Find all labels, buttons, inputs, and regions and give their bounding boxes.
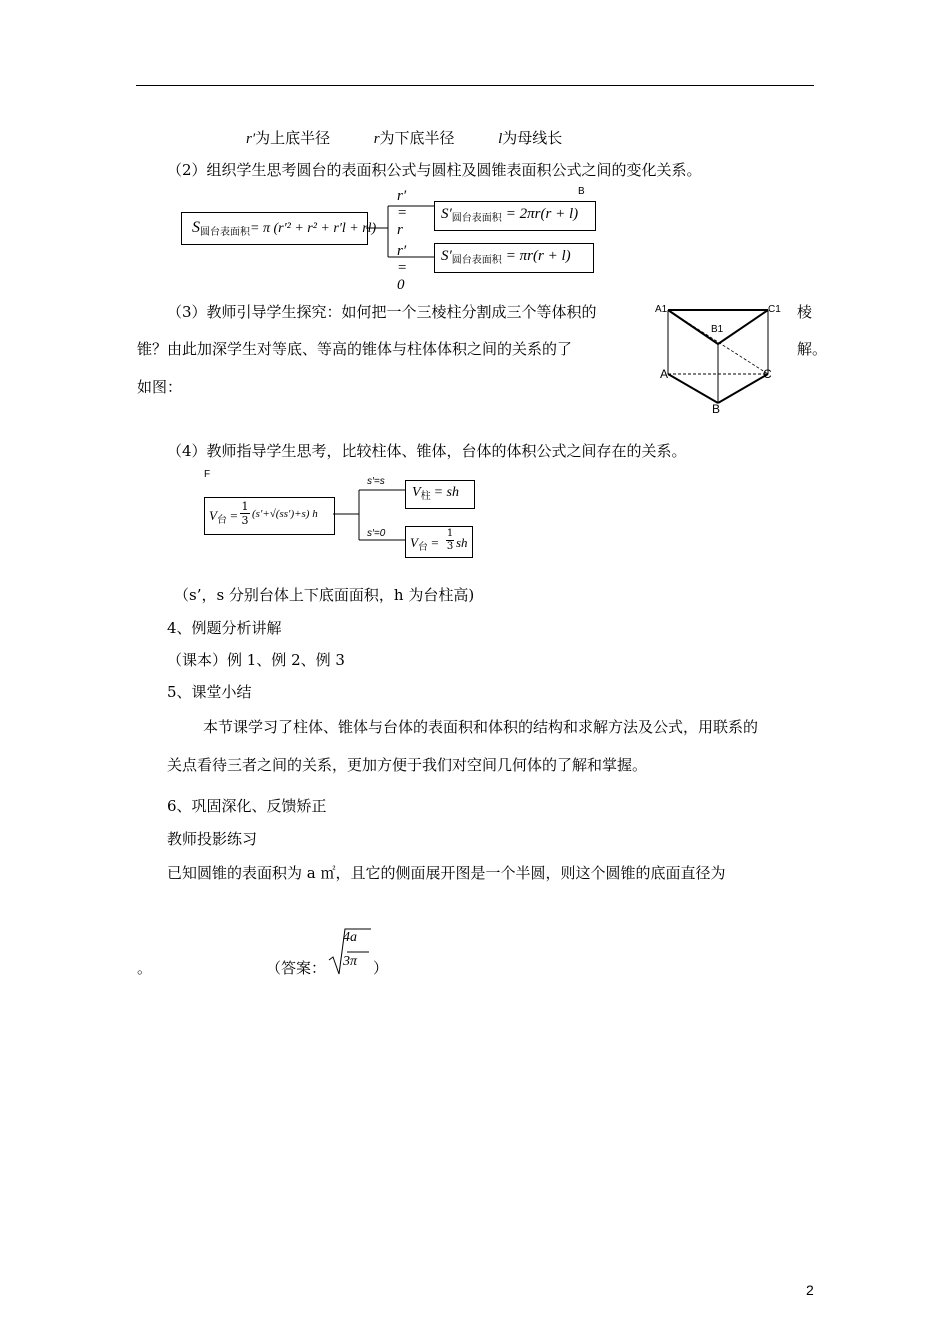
frustum-volume-expression: (s′+√(ss′)+s) h [252, 508, 318, 520]
section-5-body-line-2: 关点看待三者之间的关系，更加方便于我们对空间几何体的了解和掌握。 [167, 756, 648, 774]
vertex-c1-label: C1 [768, 304, 781, 315]
paragraph-3-line-1: （3）教师引导学生探究：如何把一个三棱柱分割成三个等体积的 [167, 303, 597, 321]
radius-definitions [246, 128, 562, 149]
answer-blank-end: 。 [137, 959, 153, 977]
frustum-surface-formula-box [181, 212, 377, 245]
header-rule [136, 85, 814, 86]
prism-v-symbol: V [412, 485, 421, 500]
vertex-a-label: A [660, 367, 669, 381]
l-symbol: l [498, 131, 503, 147]
vertex-b1-label: B1 [711, 324, 724, 335]
answer-denominator: 3π [343, 954, 358, 969]
condition-s-equal: s′=s [367, 476, 385, 487]
frustum-surface-expression: = π (r′² + r² + r′l + rl) [250, 221, 377, 236]
vertex-a1-label: A1 [655, 304, 668, 315]
cone-s-symbol: S′ [441, 248, 452, 264]
answer-numerator: 4a [343, 930, 357, 945]
cone-volume-result-box: $V_台$ = $\frac{1}{3}$ sh [405, 526, 473, 558]
prism-v-subscript: 柱 [420, 491, 431, 502]
paragraph-3-line-1-end: 棱 [797, 303, 813, 321]
condition-s-zero: s′=0 [367, 528, 386, 539]
exercise-text: 已知圆锥的表面积为 a ㎡，且它的侧面展开图是一个半圆，则这个圆锥的底面直径为 [167, 864, 726, 882]
cylinder-surface-result-box [434, 201, 596, 231]
condition-r-zero: r′ = 0 [397, 243, 408, 293]
section-4-body: （课本）例 1、例 2、例 3 [167, 651, 345, 669]
cone-surface-expression: = πr(r + l) [505, 248, 571, 264]
cone-volume-expression: sh [456, 535, 468, 550]
section-6-heading: 6、巩固深化、反馈矫正 [167, 797, 327, 815]
triangular-prism-figure [650, 300, 795, 420]
frustum-s-symbol: S [192, 219, 200, 236]
answer-close: ） [373, 959, 389, 977]
r-prime-symbol: r′ [246, 131, 256, 147]
r-symbol: r [373, 131, 380, 147]
cone-v-subscript: 台 [417, 542, 428, 553]
section-5-heading: 5、课堂小结 [167, 683, 252, 701]
frustum-s-subscript: 圆台表面积 [200, 227, 250, 238]
cone-surface-result-box [434, 243, 594, 273]
paragraph-3-line-2-end: 解。 [797, 340, 828, 358]
cylinder-s-symbol: S′ [441, 206, 452, 222]
vertex-c-label: C [763, 367, 772, 381]
prism-volume-result-box [405, 480, 475, 509]
cylinder-surface-expression: = 2πr(r + l) [505, 206, 579, 222]
cone-v-symbol: V [410, 535, 418, 550]
area-note: （s’，s 分别台体上下底面面积，h 为台柱高) [174, 586, 475, 604]
frustum-v-symbol: V [209, 508, 217, 523]
cone-fraction-numerator: 1 [446, 528, 454, 539]
l-desc: 为母线长 [502, 129, 563, 147]
cone-fraction-denominator: 3 [446, 541, 454, 552]
frustum-fraction-denominator: 3 [241, 514, 249, 527]
section-6-subheading: 教师投影练习 [167, 830, 258, 848]
answer-label: （答案： [266, 959, 327, 977]
stray-mark: F [204, 469, 211, 480]
r-prime-desc: 为上底半径 [255, 129, 331, 147]
frustum-v-subscript: 台 [216, 515, 227, 526]
frustum-volume-formula-box: $V_台$ = $\frac{1}{3}$ (s′+√(ss′)+s) h [204, 497, 335, 535]
paragraph-3-line-2: 锥？由此加深学生对等底、等高的锥体与柱体体积之间的关系的了 [137, 340, 573, 358]
paragraph-3-line-3: 如图： [137, 378, 183, 396]
page-number: 2 [806, 1282, 814, 1298]
section-5-body-line-1: 本节课学习了柱体、锥体与台体的表面积和体积的结构和求解方法及公式，用联系的 [203, 718, 759, 736]
cylinder-s-subscript: 圆台表面积 [451, 213, 502, 224]
stray-label-b: B [578, 186, 585, 197]
section-4-heading: 4、例题分析讲解 [167, 619, 282, 637]
paragraph-4: （4）教师指导学生思考，比较柱体、锥体，台体的体积公式之间存在的关系。 [167, 442, 687, 460]
r-desc: 为下底半径 [379, 129, 455, 147]
cone-s-subscript: 圆台表面积 [451, 255, 502, 266]
prism-volume-expression: = sh [433, 485, 459, 500]
paragraph-2: （2）组织学生思考圆台的表面积公式与圆柱及圆锥表面积公式之间的变化关系。 [167, 161, 702, 179]
condition-r-equal: r′ = r [397, 188, 408, 238]
vertex-b-label: B [712, 402, 721, 416]
frustum-fraction-numerator: 1 [241, 500, 249, 513]
